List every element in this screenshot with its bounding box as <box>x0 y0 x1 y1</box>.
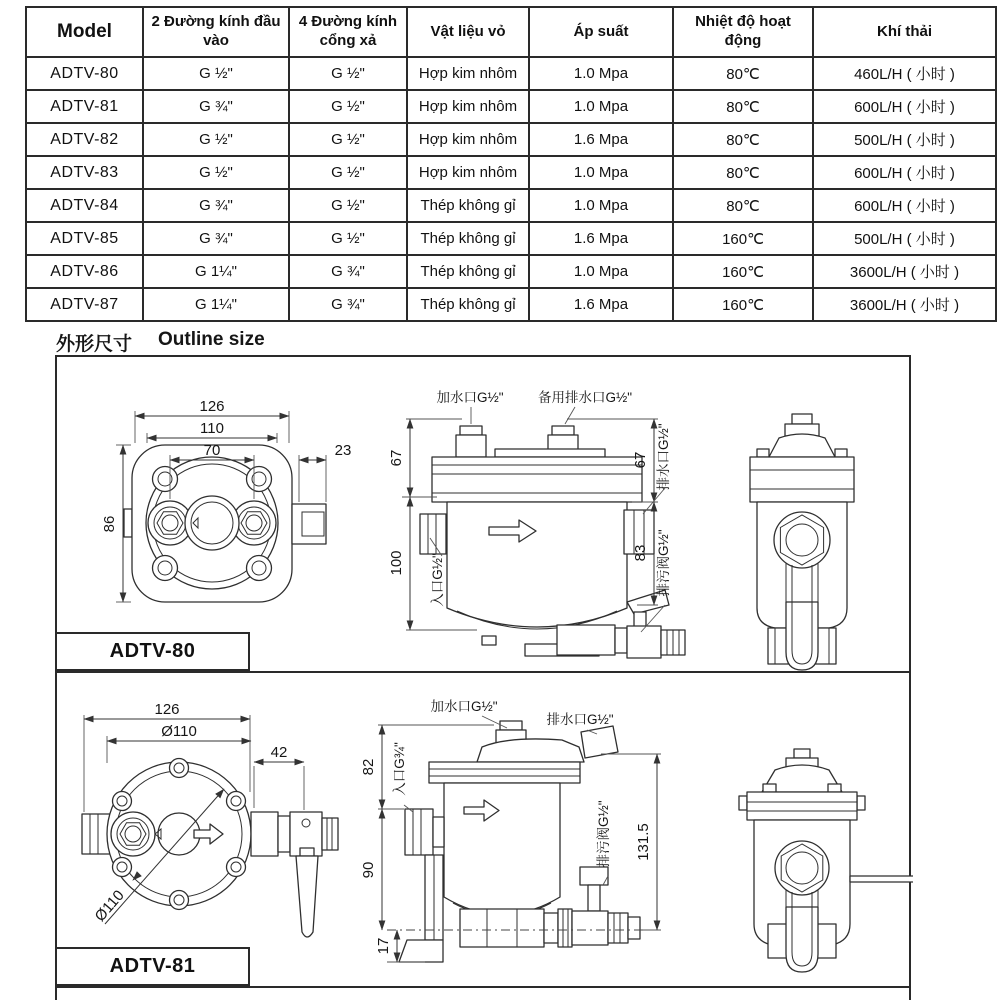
cell-inlet: G 1¼" <box>143 288 289 321</box>
cell-pressure: 1.6 Mpa <box>529 222 673 255</box>
cell-temp: 80℃ <box>673 123 813 156</box>
cell-material: Thép không gỉ <box>407 288 529 321</box>
cell-inlet: G ½" <box>143 57 289 90</box>
cell-pressure: 1.0 Mpa <box>529 255 673 288</box>
section-title-zh: 外形尺寸 <box>56 334 133 355</box>
col-header-material: Vật liệu vỏ <box>407 7 529 57</box>
cell-inlet: G ½" <box>143 123 289 156</box>
cell-exhaust: 500L/H ( 小时 ) <box>813 222 996 255</box>
cell-material: Thép không gỉ <box>407 222 529 255</box>
section-heading <box>56 329 265 356</box>
valve-handle <box>296 856 318 937</box>
dim-42: 42 <box>270 744 288 761</box>
cell-pressure: 1.0 Mpa <box>529 189 673 222</box>
table-row <box>26 255 996 288</box>
model-label-adtv81: ADTV-81 <box>57 947 250 986</box>
adtv81-rear-view <box>739 749 913 972</box>
cell-model: ADTV-83 <box>26 156 143 189</box>
cell-exhaust: 460L/H ( 小时 ) <box>813 57 996 90</box>
cell-model: ADTV-84 <box>26 189 143 222</box>
model-label-adtv80: ADTV-80 <box>57 632 250 671</box>
cell-temp: 160℃ <box>673 222 813 255</box>
table-row <box>26 156 996 189</box>
dim-100: 100 <box>388 550 405 576</box>
cell-material: Hợp kim nhôm <box>407 123 529 156</box>
dim-86: 86 <box>101 515 118 533</box>
float-rod <box>850 876 913 882</box>
inlet-port-label: 入口G½" <box>430 553 445 607</box>
backup-drain-port-label: 备用排水口G½" <box>537 390 633 405</box>
cell-outlet: G ¾" <box>289 255 407 288</box>
dim-67-right: 67 <box>632 451 649 469</box>
dim-110: 110 <box>200 420 224 437</box>
adtv80-rear-view <box>750 414 854 670</box>
dim-82: 82 <box>360 758 377 776</box>
cell-material: Hợp kim nhôm <box>407 57 529 90</box>
table-row <box>26 288 996 321</box>
cell-outlet: G ½" <box>289 123 407 156</box>
cell-exhaust: 600L/H ( 小时 ) <box>813 90 996 123</box>
cell-model: ADTV-82 <box>26 123 143 156</box>
col-header-exhaust: Khí thải <box>813 7 996 57</box>
technical-drawings <box>57 357 913 1002</box>
cell-model: ADTV-85 <box>26 222 143 255</box>
cell-temp: 80℃ <box>673 189 813 222</box>
cell-exhaust: 600L/H ( 小时 ) <box>813 156 996 189</box>
cell-model: ADTV-87 <box>26 288 143 321</box>
cell-outlet: G ¾" <box>289 288 407 321</box>
dim-83: 83 <box>632 544 649 562</box>
cell-temp: 80℃ <box>673 156 813 189</box>
cell-pressure: 1.6 Mpa <box>529 123 673 156</box>
fill-port-label: 加水口G½" <box>430 699 498 714</box>
col-header-model: Model <box>26 7 143 57</box>
cell-temp: 160℃ <box>673 288 813 321</box>
section-title-en: Outline size <box>158 329 265 350</box>
cell-pressure: 1.6 Mpa <box>529 288 673 321</box>
cell-outlet: G ½" <box>289 57 407 90</box>
cell-material: Hợp kim nhôm <box>407 156 529 189</box>
table-row <box>26 189 996 222</box>
cell-temp: 80℃ <box>673 90 813 123</box>
cell-outlet: G ½" <box>289 156 407 189</box>
cell-inlet: G ¾" <box>143 222 289 255</box>
cell-material: Hợp kim nhôm <box>407 90 529 123</box>
header-row <box>26 7 996 57</box>
table-row <box>26 123 996 156</box>
cell-outlet: G ½" <box>289 189 407 222</box>
inlet-port-label: 入口G¾" <box>392 742 407 796</box>
cell-inlet: G ¾" <box>143 90 289 123</box>
cell-inlet: G ¾" <box>143 189 289 222</box>
table-row <box>26 57 996 90</box>
cell-temp: 160℃ <box>673 255 813 288</box>
drain-port-label: 排水口G½" <box>546 712 614 727</box>
cell-exhaust: 600L/H ( 小时 ) <box>813 189 996 222</box>
spec-table <box>25 6 997 322</box>
table-row <box>26 90 996 123</box>
adtv80-front-view <box>101 398 351 602</box>
adtv81-side-view <box>360 698 661 962</box>
cell-exhaust: 500L/H ( 小时 ) <box>813 123 996 156</box>
dim-126: 126 <box>154 701 180 718</box>
col-header-inlet: 2 Đường kính đầu vào <box>143 7 289 57</box>
dim-126: 126 <box>199 398 225 415</box>
cell-material: Thép không gỉ <box>407 255 529 288</box>
cell-material: Thép không gỉ <box>407 189 529 222</box>
dim-23: 23 <box>334 442 352 459</box>
cell-model: ADTV-86 <box>26 255 143 288</box>
col-header-temp: Nhiệt độ hoạt động <box>673 7 813 57</box>
col-header-pressure: Áp suất <box>529 7 673 57</box>
cell-model: ADTV-80 <box>26 57 143 90</box>
dim-d110: Ø110 <box>161 723 197 740</box>
cell-temp: 80℃ <box>673 57 813 90</box>
cell-exhaust: 3600L/H ( 小时 ) <box>813 255 996 288</box>
table-row <box>26 222 996 255</box>
dim-d110-bolt-circle: Ø110 <box>91 887 128 926</box>
cell-pressure: 1.0 Mpa <box>529 90 673 123</box>
cell-pressure: 1.0 Mpa <box>529 57 673 90</box>
dim-90: 90 <box>360 861 377 879</box>
cell-inlet: G ½" <box>143 156 289 189</box>
cell-outlet: G ½" <box>289 222 407 255</box>
cell-model: ADTV-81 <box>26 90 143 123</box>
adtv80-side-view <box>388 389 685 658</box>
col-header-outlet: 4 Đường kính cổng xả <box>289 7 407 57</box>
dim-131-5: 131.5 <box>635 823 652 861</box>
outline-drawing-box <box>55 355 911 1000</box>
cell-exhaust: 3600L/H ( 小时 ) <box>813 288 996 321</box>
cell-pressure: 1.0 Mpa <box>529 156 673 189</box>
fill-port-label: 加水口G½" <box>436 390 504 405</box>
blowdown-valve-label: 排污阀G½" <box>656 529 671 597</box>
adtv81-front-view <box>82 701 338 937</box>
drain-port-label: 排水口G½" <box>656 423 671 491</box>
dim-67-left: 67 <box>388 449 405 467</box>
cell-inlet: G 1¼" <box>143 255 289 288</box>
dim-17: 17 <box>375 937 392 955</box>
cell-outlet: G ½" <box>289 90 407 123</box>
blowdown-valve-label: 排污阀G½" <box>596 800 611 868</box>
dim-70: 70 <box>203 442 221 459</box>
valve-handle <box>580 867 608 885</box>
